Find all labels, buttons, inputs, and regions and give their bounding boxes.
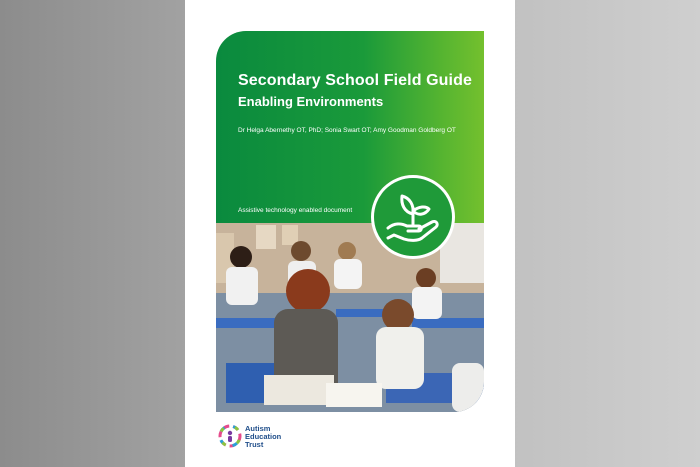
logo-line-1: Autism [245, 424, 271, 433]
logo-line-2: Education [245, 432, 282, 441]
logo-text [245, 425, 281, 449]
plant-in-hand-icon [374, 178, 452, 256]
assistive-technology-note: Assistive technology enabled document [238, 207, 353, 214]
cover [216, 31, 484, 412]
document-title: Secondary School Field Guide [238, 72, 472, 89]
authors: Dr Helga Abernethy OT, PhD; Sonia Swart OT; Amy Goodman Goldberg OT [238, 127, 456, 134]
logo-icon [218, 424, 242, 448]
document-page [185, 0, 515, 467]
plant-in-hand-emblem [371, 175, 455, 259]
logo-line-3: Trust [245, 440, 264, 449]
autism-education-trust-logo [218, 424, 282, 453]
document-subtitle: Enabling Environments [238, 94, 384, 109]
